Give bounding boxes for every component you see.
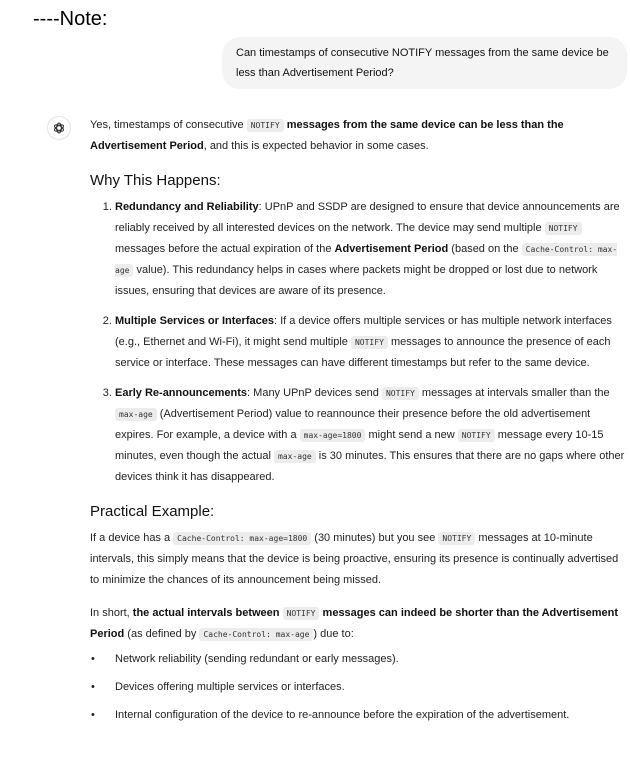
text: In short,: [90, 607, 133, 619]
inline-code: max-age: [115, 408, 157, 421]
bold-text: messages from the same device can be less than the Advertisement Period: [90, 119, 564, 152]
heading-why-this-happens: Why This Happens:: [90, 172, 221, 189]
reason-item: [115, 383, 630, 488]
bold-text: messages can indeed be shorter than the Advertisement Period: [90, 607, 619, 640]
text: value). This redundancy helps in cases where packets might be dropped or lost due to network issues, ensuring that devices are aware of its presence.: [115, 264, 598, 297]
text: : If a device offers multiple services or has multiple network interfaces (e.g., Ethernet and Wi-Fi), it might send multiple: [115, 315, 612, 348]
inline-code: NOTIFY: [545, 222, 582, 235]
bullet-item: • Internal configuration of the device to re-announce before the expiration of the advertisement.: [115, 705, 630, 726]
text: messages at 10-minute intervals, this simply means that the device is being proactive, ensuring its presence is continually advertised to minimize the chances of its announcement being missed.: [90, 532, 619, 586]
bold-text: Advertisement Period: [334, 243, 449, 255]
text: ) due to:: [313, 628, 354, 640]
text: : UPnP and SSDP are designed to ensure that device announcements are reliably received by all interested devices on the network. The device may send multiple: [115, 201, 620, 234]
inline-code: Cache-Control: max-age: [115, 245, 618, 275]
bullet-item: • Network reliability (sending redundant or early messages).: [115, 649, 630, 670]
inline-code: max-age=1800: [300, 429, 366, 442]
text: (Advertisement Period) value to reannounce their presence before the old advertisement expires. For example, a device with a: [115, 408, 591, 441]
heading-practical-example: Practical Example:: [90, 503, 215, 520]
inline-code: max-age: [274, 450, 316, 463]
bold-text: Multiple Services or Interfaces: [115, 315, 274, 327]
text: (30 minutes) but you see: [311, 532, 439, 544]
text: messages before the actual expiration of the: [115, 243, 335, 255]
bold-text: the actual intervals between: [132, 607, 283, 619]
text: (based on the: [448, 243, 522, 255]
reason-item: [115, 197, 630, 302]
summary-bullets: [90, 649, 630, 726]
assistant-message: [90, 115, 630, 733]
example-paragraph: [90, 528, 630, 591]
inline-code: NOTIFY: [247, 119, 284, 132]
reason-item: [115, 311, 630, 374]
inline-code: NOTIFY: [351, 336, 388, 349]
text: (as defined by: [124, 628, 200, 640]
bullet-item: • Devices offering multiple services or interfaces.: [115, 677, 630, 698]
inline-code: NOTIFY: [458, 429, 495, 442]
assistant-avatar: [47, 116, 71, 140]
text: Yes, timestamps of consecutive: [90, 119, 247, 131]
text: messages at intervals smaller than the: [418, 387, 610, 399]
text: : Many UPnP devices send: [247, 387, 382, 399]
inline-code: NOTIFY: [382, 387, 419, 400]
text: message every 10-15 minutes, even though the actual: [115, 429, 604, 462]
inline-code: Cache-Control: max-age: [199, 628, 313, 641]
text: is 30 minutes. This ensures that there are no gaps where other devices think it has disappeared.: [115, 450, 625, 483]
text: messages to announce the presence of each service or interface. These messages can have different timestamps but refer to the same device.: [115, 336, 611, 369]
text: might send a new: [365, 429, 458, 441]
reasons-list: [90, 197, 630, 488]
inline-code: Cache-Control: max-age=1800: [173, 532, 311, 545]
inline-code: NOTIFY: [283, 607, 320, 620]
summary-paragraph: [90, 603, 630, 645]
note-label: ----Note:: [33, 8, 108, 30]
user-message-bubble: Can timestamps of consecutive NOTIFY messages from the same device be less than Advertisement Period?: [222, 37, 627, 89]
text: , and this is expected behavior in some cases.: [203, 140, 429, 152]
bold-text: Redundancy and Reliability: [115, 201, 259, 213]
intro-paragraph: [90, 115, 630, 157]
inline-code: NOTIFY: [438, 532, 475, 545]
text: If a device has a: [90, 532, 174, 544]
bold-text: Early Re-announcements: [115, 387, 248, 399]
openai-logo-icon: [52, 121, 66, 135]
